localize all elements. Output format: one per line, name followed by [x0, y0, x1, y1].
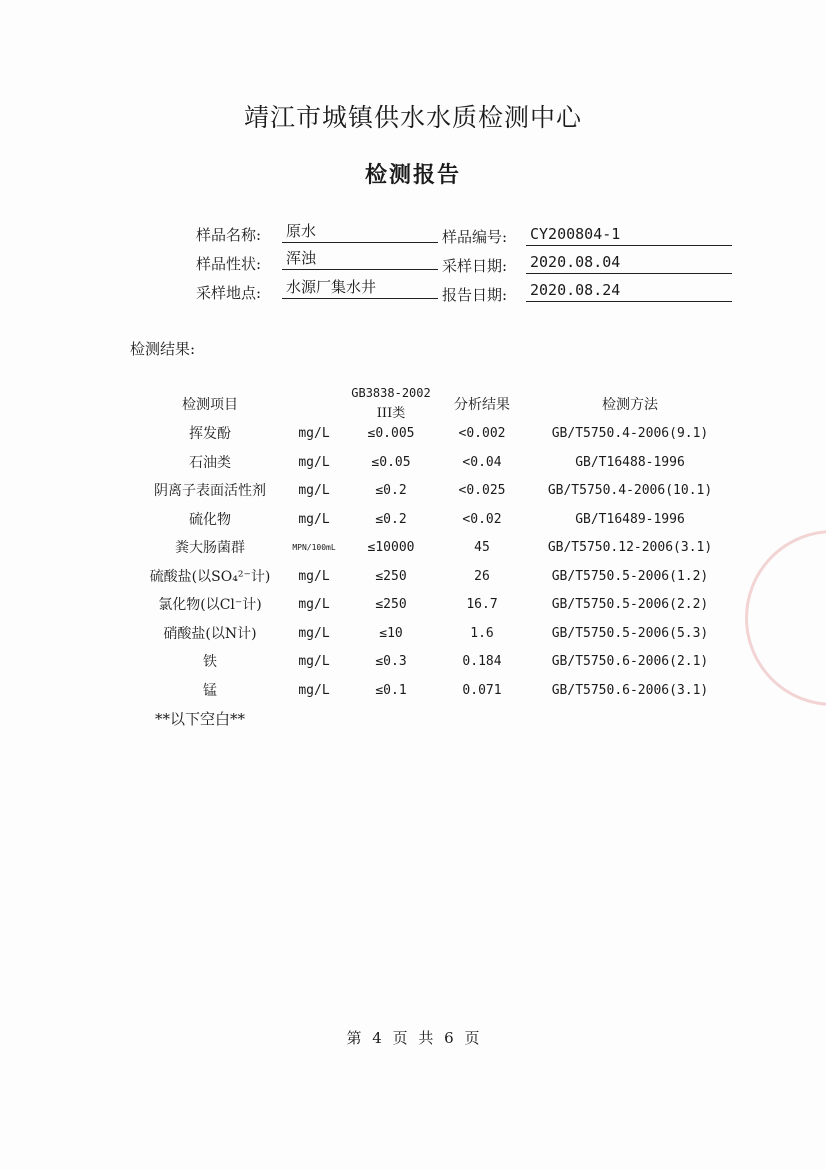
- cell-limit: ≤10: [379, 625, 403, 641]
- cell-item: 粪大肠菌群: [175, 540, 245, 556]
- cell-method: GB/T5750.5-2006(2.2): [551, 597, 709, 612]
- header-item: 检测项目: [182, 397, 238, 413]
- sampling-location-label: 采样地点:: [196, 284, 262, 302]
- results-section-label: 检测结果:: [130, 340, 196, 358]
- cell-limit: ≤0.2: [375, 483, 407, 498]
- sample-name-label: 样品名称:: [196, 226, 262, 244]
- cell-item: 氯化物(以Cl⁻计): [158, 597, 262, 613]
- table-row: [0, 648, 826, 676]
- table-header: [0, 386, 826, 424]
- table-row: [0, 534, 826, 562]
- cell-item: 锰: [203, 682, 217, 699]
- cell-result: <0.002: [458, 426, 506, 441]
- sampling-location-value: 水源厂集水井: [282, 277, 438, 299]
- cell-unit: mg/L: [298, 483, 330, 498]
- cell-limit: ≤10000: [367, 540, 415, 555]
- table-row: [0, 563, 826, 591]
- header-method: 检测方法: [602, 397, 658, 413]
- header-standard-line2: III类: [376, 406, 406, 421]
- header-result: 分析结果: [454, 397, 510, 413]
- sampling-date-label: 采样日期:: [442, 257, 508, 275]
- page-number: 第 4 页 共 6 页: [346, 1029, 480, 1047]
- cell-unit: mg/L: [298, 682, 330, 698]
- cell-unit: mg/L: [298, 511, 330, 527]
- cell-unit: mg/L: [298, 597, 330, 612]
- cell-limit: ≤0.3: [375, 654, 407, 669]
- report-date-label: 报告日期:: [442, 286, 508, 304]
- cell-method: GB/T5750.4-2006(9.1): [551, 426, 709, 441]
- cell-method: GB/T5750.6-2006(2.1): [551, 654, 709, 669]
- cell-method: GB/T16489-1996: [575, 511, 685, 527]
- cell-item: 阴离子表面活性剂: [154, 483, 266, 499]
- cell-item: 石油类: [189, 454, 231, 471]
- organization-name: 靖江市城镇供水水质检测中心: [243, 103, 582, 132]
- cell-limit: ≤250: [375, 597, 407, 612]
- sample-state-value: 浑浊: [282, 248, 438, 270]
- sampling-date-value: 2020.08.04: [526, 252, 732, 274]
- cell-unit: mg/L: [298, 625, 330, 641]
- cell-result: 0.071: [462, 682, 502, 698]
- cell-unit: mg/L: [298, 454, 330, 470]
- cell-result: <0.025: [458, 483, 506, 498]
- cell-result: 26: [474, 568, 490, 584]
- cell-limit: ≤0.005: [367, 426, 415, 441]
- table-row: [0, 620, 826, 648]
- sample-name-value: 原水: [282, 221, 438, 243]
- sample-code-value: CY200804-1: [526, 224, 732, 246]
- cell-item: 硝酸盐(以N计): [163, 625, 257, 642]
- cell-result: 1.6: [470, 625, 494, 641]
- cell-item: 挥发酚: [189, 426, 231, 442]
- cell-limit: ≤250: [375, 568, 407, 584]
- cell-result: 45: [474, 540, 490, 555]
- table-row: [0, 449, 826, 477]
- cell-method: GB/T5750.6-2006(3.1): [551, 682, 709, 698]
- cell-unit: mg/L: [298, 568, 330, 584]
- table-row: [0, 506, 826, 534]
- cell-item: 硫酸盐(以SO₄²⁻计): [149, 568, 271, 585]
- cell-unit: mg/L: [298, 654, 330, 669]
- cell-result: <0.04: [462, 454, 502, 470]
- header-standard-line1: GB3838-2002: [351, 386, 431, 400]
- table-row: [0, 677, 826, 705]
- end-note: **以下空白**: [155, 710, 246, 728]
- cell-unit: MPN/100mL: [292, 543, 336, 552]
- sample-code-label: 样品编号:: [442, 228, 508, 246]
- report-date-value: 2020.08.24: [526, 280, 732, 302]
- cell-limit: ≤0.1: [375, 682, 407, 698]
- cell-method: GB/T16488-1996: [575, 454, 685, 470]
- cell-result: 0.184: [462, 654, 502, 669]
- cell-limit: ≤0.2: [375, 511, 407, 527]
- cell-method: GB/T5750.5-2006(1.2): [551, 568, 709, 584]
- cell-unit: mg/L: [298, 426, 330, 441]
- cell-item: 硫化物: [189, 511, 231, 528]
- cell-limit: ≤0.05: [371, 454, 411, 470]
- cell-method: GB/T5750.12-2006(3.1): [547, 540, 713, 555]
- cell-result: 16.7: [466, 597, 498, 612]
- cell-method: GB/T5750.5-2006(5.3): [551, 625, 709, 641]
- table-row: [0, 420, 826, 448]
- table-row: [0, 591, 826, 619]
- table-row: [0, 477, 826, 505]
- cell-item: 铁: [203, 654, 217, 670]
- sample-state-label: 样品性状:: [196, 255, 262, 273]
- report-title: 检测报告: [364, 162, 461, 188]
- cell-result: <0.02: [462, 511, 502, 527]
- cell-method: GB/T5750.4-2006(10.1): [547, 483, 713, 498]
